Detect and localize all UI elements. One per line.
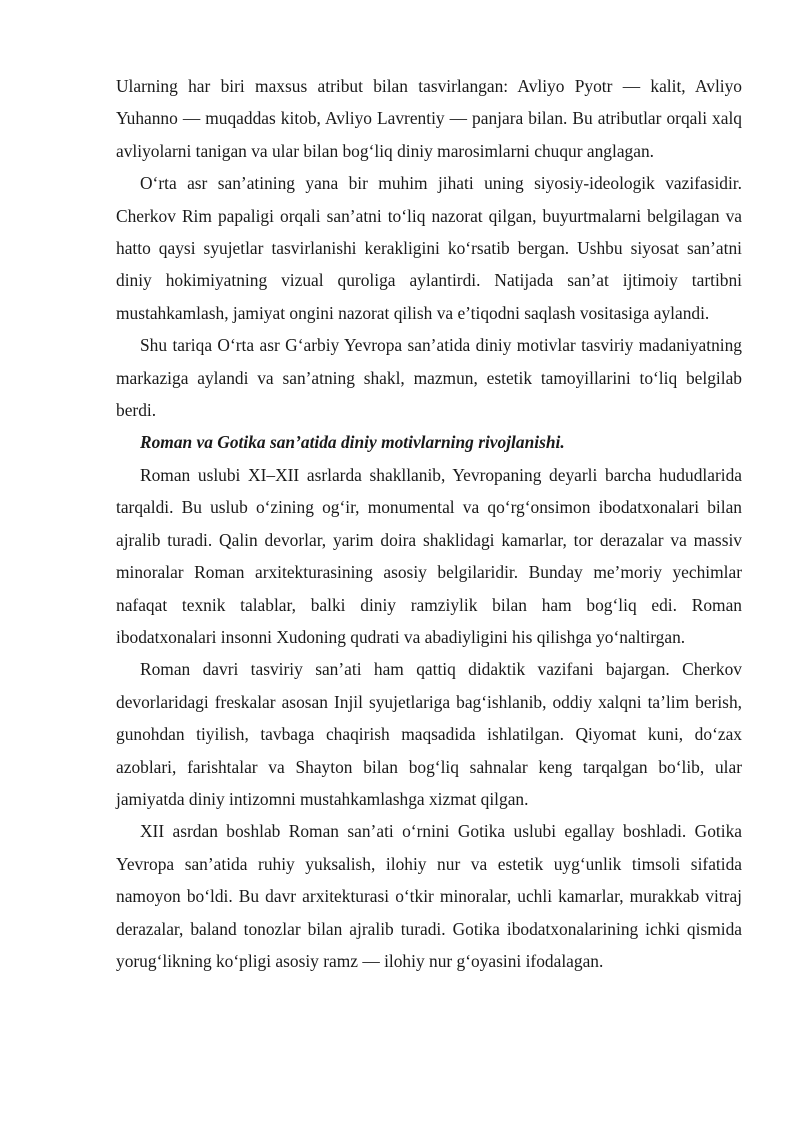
paragraph-siyosiy-vazifa: O‘rta asr san’atining yana bir muhim jihati uning siyosiy-ideologik vazifasidir. Cherkov Rim papaligi orqali san’atni to‘liq nazorat qilgan, buyurtmalarni belgilagan va hatto qaysi syujetlar tasvirlanishi kerakligini ko‘rsatib bergan. Ushbu siyosat san’atni diniy hokimiyatning vizual quroliga aylantirdi. Natijada san’at ijtimoiy tartibni mustahkamlash, jamiyat ongini nazorat qilish va e’tiqodni saqlash vositasiga aylandi.: [116, 173, 742, 323]
paragraph-roman-uslubi: Roman uslubi XI–XII asrlarda shakllanib, Yevropaning deyarli barcha hududlarida tarqaldi. Bu uslub o‘zining og‘ir, monumental va qo‘rg‘onsimon ibodatxonalari bilan ajralib turadi. Qalin devorlar, yarim doira shaklidagi kamarlar, tor derazalar va massiv minoralar Roman arxitekturasining asosiy belgilaridir. Bunday me’moriy yechimlar nafaqat texnik talablar, balki diniy ramziylik bilan ham bog‘liq edi. Roman ibodatxonalari insonni Xudoning qudrati va abadiyligini his qilishga yo‘naltirgan.: [116, 464, 742, 647]
document-page: [116, 70, 742, 977]
section-heading: Roman va Gotika san’atida diniy motivlarning rivojlanishi.: [140, 432, 565, 453]
paragraph-xulosa: Shu tariqa O‘rta asr G‘arbiy Yevropa san’atida diniy motivlar tasviriy madaniyatning markaziga aylandi va san’atning shakl, mazmun, estetik tamoyillarini to‘liq belgilab berdi.: [116, 335, 742, 421]
paragraph-roman-tasviriy: Roman davri tasviriy san’ati ham qattiq didaktik vazifani bajargan. Cherkov devorlaridagi freskalar asosan Injil syujetlariga bag‘ishlanib, oddiy xalqni ta’lim berish, gunohdan tiyilish, tavbaga chaqirish maqsadida ishlatilgan. Qiyomat kuni, do‘zax azoblari, farishtalar va Shayton bilan bog‘liq sahnalar keng tarqalgan bo‘lib, ular jamiyatda diniy intizomni mustahkamlashga xizmat qilgan.: [116, 659, 742, 809]
paragraph-avliyolar-atributi: Ularning har biri maxsus atribut bilan tasvirlangan: Avliyo Pyotr — kalit, Avliyo Yuhanno — muqaddas kitob, Avliyo Lavrentiy — panjara bilan. Bu atributlar orqali xalq avliyolarni tanigan va ular bilan bog‘liq diniy marosimlarni chuqur anglagan.: [116, 76, 742, 161]
paragraph-gotika: XII asrdan boshlab Roman san’ati o‘rnini Gotika uslubi egallay boshladi. Gotika Yevropa san’atida ruhiy yuksalish, ilohiy nur va estetik uyg‘unlik timsoli sifatida namoyon bo‘ldi. Bu davr arxitekturasi o‘tkir minoralar, uchli kamarlar, murakkab vitraj derazalar, baland tonozlar bilan ajralib turadi. Gotika ibodatxonalarining ichki qismida yorug‘likning ko‘pligi asosiy ramz — ilohiy nur g‘oyasini ifodalagan.: [116, 821, 742, 971]
